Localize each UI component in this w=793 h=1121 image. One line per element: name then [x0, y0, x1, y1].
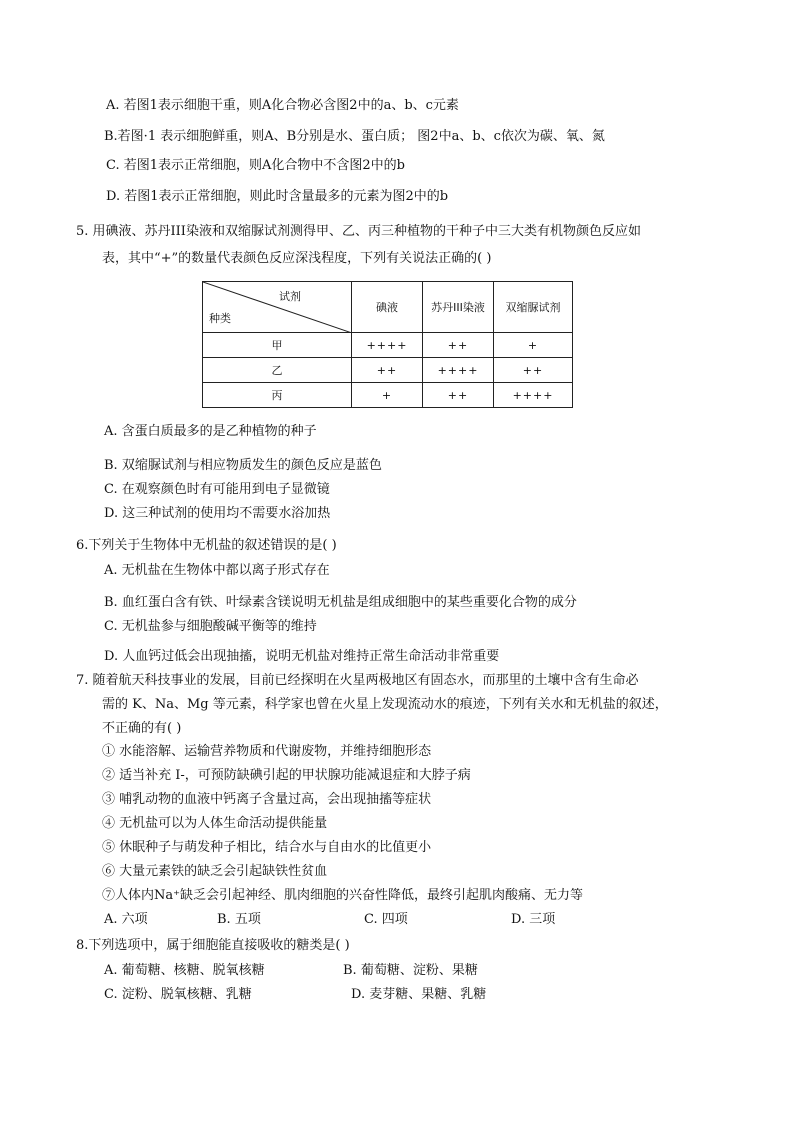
q7-item-6: ⑥ 大量元素铁的缺乏会引起缺铁性贫血 — [102, 864, 328, 879]
q6-option-d: D. 人血钙过低会出现抽搐，说明无机盐对维持正常生命活动非常重要 — [104, 649, 500, 664]
q7-item-4: ④ 无机盐可以为人体生命活动提供能量 — [102, 816, 328, 831]
q8-option-a: A. 葡萄糖、核糖、脱氧核糖 — [104, 963, 265, 978]
table-cell: ++ — [423, 333, 494, 358]
table-cell: + — [352, 383, 423, 408]
q7-stem-line1: 7. 随着航天科技事业的发展，目前已经探明在火星两极地区有固态水，而那里的土壤中含有生命必 — [76, 673, 639, 688]
q5-option-d: D. 这三种试剂的使用均不需要水浴加热 — [104, 506, 331, 521]
row-name: 丙 — [203, 383, 352, 408]
table-cell: ++++ — [494, 383, 573, 408]
q7-item-3: ③ 哺乳动物的血液中钙离子含量过高，会出现抽搐等症状 — [102, 792, 432, 807]
q4-option-c: C. 若图1表示正常细胞，则A化合物中不含图2中的b — [106, 158, 406, 173]
q8-option-b: B. 葡萄糖、淀粉、果糖 — [343, 963, 478, 978]
q6-stem: 6.下列关于生物体中无机盐的叙述错误的是( ) — [76, 538, 337, 553]
q7-item-7: ⑦人体内Na⁺缺乏会引起神经、肌肉细胞的兴奋性降低，最终引起肌肉酸痛、无力等 — [102, 888, 583, 903]
corner-label-reagent: 试剂 — [279, 290, 301, 303]
row-name: 乙 — [203, 358, 352, 383]
q7-option-b: B. 五项 — [217, 912, 261, 927]
q7-item-2: ② 适当补充 I-，可预防缺碘引起的甲状腺功能减退症和大脖子病 — [102, 768, 471, 783]
table-cell: ++++ — [352, 333, 423, 358]
q8-option-d: D. 麦芽糖、果糖、乳糖 — [351, 987, 487, 1002]
table-cell: + — [494, 333, 573, 358]
q7-stem-line2: 需的 K、Na、Mg 等元素，科学家也曾在火星上发现流动水的痕迹，下列有关水和无机盐的叙述， — [102, 697, 668, 712]
q5-option-b: B. 双缩脲试剂与相应物质发生的颜色反应是蓝色 — [104, 458, 382, 473]
q7-stem-line3: 不正确的有( ) — [102, 721, 182, 736]
q7-item-1: ① 水能溶解、运输营养物质和代谢废物，并维持细胞形态 — [102, 744, 432, 759]
q5-table — [202, 281, 573, 408]
q4-option-d: D. 若图1表示正常细胞，则此时含量最多的元素为图2中的b — [106, 189, 449, 204]
q7-item-5: ⑤ 休眠种子与萌发种子相比，结合水与自由水的比值更小 — [102, 840, 432, 855]
table-row — [203, 333, 573, 358]
q8-option-c: C. 淀粉、脱氧核糖、乳糖 — [104, 987, 252, 1002]
table-cell: ++++ — [423, 358, 494, 383]
q8-stem: 8.下列选项中，属于细胞能直接吸收的糖类是( ) — [76, 938, 350, 953]
q6-option-c: C. 无机盐参与细胞酸碱平衡等的维持 — [104, 619, 317, 634]
q6-option-a: A. 无机盐在生物体中都以离子形式存在 — [104, 563, 330, 578]
q5-option-a: A. 含蛋白质最多的是乙种植物的种子 — [104, 424, 317, 439]
q5-stem-line1: 5. 用碘液、苏丹III染液和双缩脲试剂测得甲、乙、丙三种植物的干种子中三大类有机物颜色反应如 — [76, 224, 641, 239]
q4-option-a: A. 若图1表示细胞干重，则A化合物必含图2中的a、b、c元素 — [106, 98, 459, 113]
q5-option-c: C. 在观察颜色时有可能用到电子显微镜 — [104, 482, 330, 497]
q7-option-d: D. 三项 — [511, 912, 556, 927]
q5-stem-line2: 表，其中“+”的数量代表颜色反应深浅程度，下列有关说法正确的( ) — [102, 251, 492, 266]
row-name: 甲 — [203, 333, 352, 358]
q7-option-c: C. 四项 — [364, 912, 408, 927]
q4-option-b: B.若图·1 表示细胞鲜重，则A、B分别是水、蛋白质； 图2中a、b、c依次为碳、氧、氮 — [104, 129, 605, 144]
table-row — [203, 383, 573, 408]
q7-option-a: A. 六项 — [104, 912, 148, 927]
q6-option-b: B. 血红蛋白含有铁、叶绿素含镁说明无机盐是组成细胞中的某些重要化合物的成分 — [104, 595, 577, 610]
table-cell: ++ — [352, 358, 423, 383]
corner-label-species: 种类 — [209, 312, 231, 325]
table-header-biuret: 双缩脲试剂 — [494, 282, 573, 333]
table-row — [203, 358, 573, 383]
table-cell: ++ — [423, 383, 494, 408]
table-cell: ++ — [494, 358, 573, 383]
table-header-sudan: 苏丹III染液 — [423, 282, 494, 333]
table-corner-cell — [203, 282, 352, 333]
table-header-iodine: 碘液 — [352, 282, 423, 333]
